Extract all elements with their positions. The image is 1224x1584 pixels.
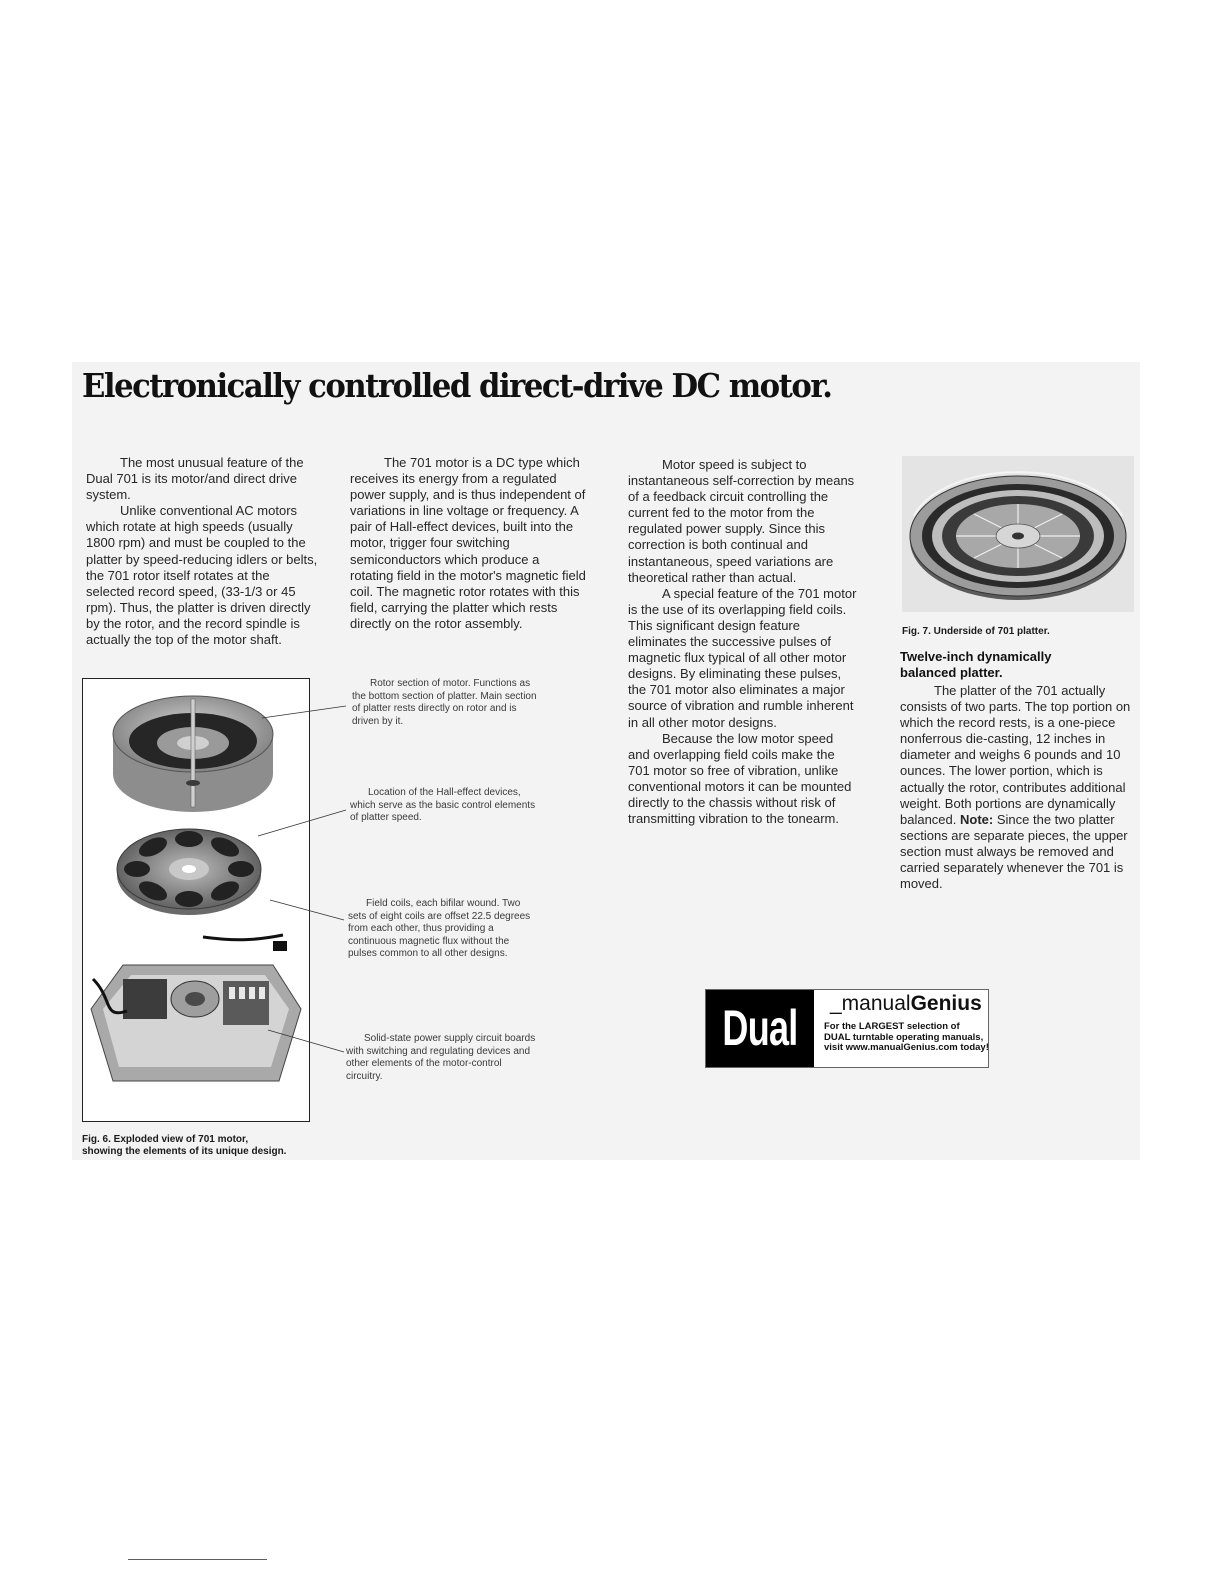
fig6-caption: Fig. 6. Exploded view of 701 motor, showing the elements of its unique design.	[82, 1134, 287, 1157]
ad-link[interactable]: visit www.manualGenius.com today!	[824, 1042, 989, 1053]
dual-logo: Dual	[706, 990, 814, 1067]
paragraph: The most unusual feature of the Dual 701 is its motor/and direct drive system.	[86, 455, 304, 503]
callout-rotor: Rotor section of motor. Functions as the bottom section of platter. Main section of platter rests directly on rotor and is driven by it.	[352, 678, 537, 727]
fig7-caption: Fig. 7. Underside of 701 platter.	[902, 626, 1050, 637]
paragraph: A special feature of the 701 motor is the use of its overlapping field coils. This significant design feature eliminates the successive pulses of magnetic flux typical of all other motor designs. By eliminating these pulses, the 701 motor also eliminates a major source of vibration and rumble inherent in all other motor designs.	[628, 585, 857, 730]
note-label: Note:	[960, 811, 994, 827]
callout-hall-effect: Location of the Hall-effect devices, which serve as the basic control elements of platter speed.	[350, 787, 536, 823]
footer-divider	[128, 1559, 267, 1560]
page-title: Electronically controlled direct-drive DC motor.	[82, 366, 832, 405]
paragraph: Motor speed is subject to instantaneous self-correction by means of a feedback circuit controlling the current fed to the motor from the regulated power supply. Since this correction is both continual and instantaneous, speed variations are theoretical rather than actual.	[628, 457, 855, 585]
ad-text: For the LARGEST selection of DUAL turntable operating manuals, visit www.manualGenius.com today!	[824, 1021, 989, 1053]
platter-underside-illustration	[902, 456, 1134, 612]
platter-heading: Twelve-inch dynamically balanced platter.	[900, 649, 1052, 680]
note-text: Since the two platter sections are separate pieces, the upper section must always be removed and carried separately whenever the 701 is moved.	[900, 811, 1128, 892]
paragraph: Unlike conventional AC motors which rotate at high speeds (usually 1800 rpm) and must be coupled to the platter by speed-reducing idlers or belts, the 701 rotor itself rotates at the selected record speed, (33-1/3 or 45 rpm). Thus, the platter is driven directly by the rotor, and the record spindle is actually the top of the motor shaft.	[86, 503, 318, 648]
manualgenius-ad[interactable]	[705, 989, 989, 1068]
paragraph: Because the low motor speed and overlapping field coils make the 701 motor so free of vibration, unlike conventional motors it can be mounted directly to the chassis without risk of transmitting vibration to the tonearm.	[628, 730, 852, 827]
callout-circuit-boards: Solid-state power supply circuit boards with switching and regulating devices and other elements of the motor-control circuitry.	[346, 1033, 536, 1082]
platter-underside-figure	[902, 456, 1134, 612]
paragraph: The 701 motor is a DC type which receives its energy from a regulated power supply, and is thus independent of variations in line voltage or frequency. A pair of Hall-effect devices, built into the motor, trigger four switching semiconductors which produce a rotating field in the motor's magnetic field coil. The magnetic rotor rotates with this field, carrying the platter which rests directly on the rotor assembly.	[350, 455, 586, 631]
paragraph: The platter of the 701 actually consists of two parts. The top portion on which the record rests, is a one-piece nonferrous die-casting, 12 inches in diameter and weighs 6 pounds and 10 ounces. The lower portion, which is actually the rotor, contributes additional weight. Both portions are dynamically balanced. Note: Since the two platter sections are separate pieces, the upper section must always be removed and carried separately whenever the 701 is moved.	[900, 683, 1131, 892]
manualgenius-brand: _manualGenius	[830, 992, 982, 1015]
callout-field-coils: Field coils, each bifilar wound. Two sets of eight coils are offset 22.5 degrees from each other, thus providing a continuous magnetic flux without the pulses common to all other designs.	[348, 898, 531, 959]
